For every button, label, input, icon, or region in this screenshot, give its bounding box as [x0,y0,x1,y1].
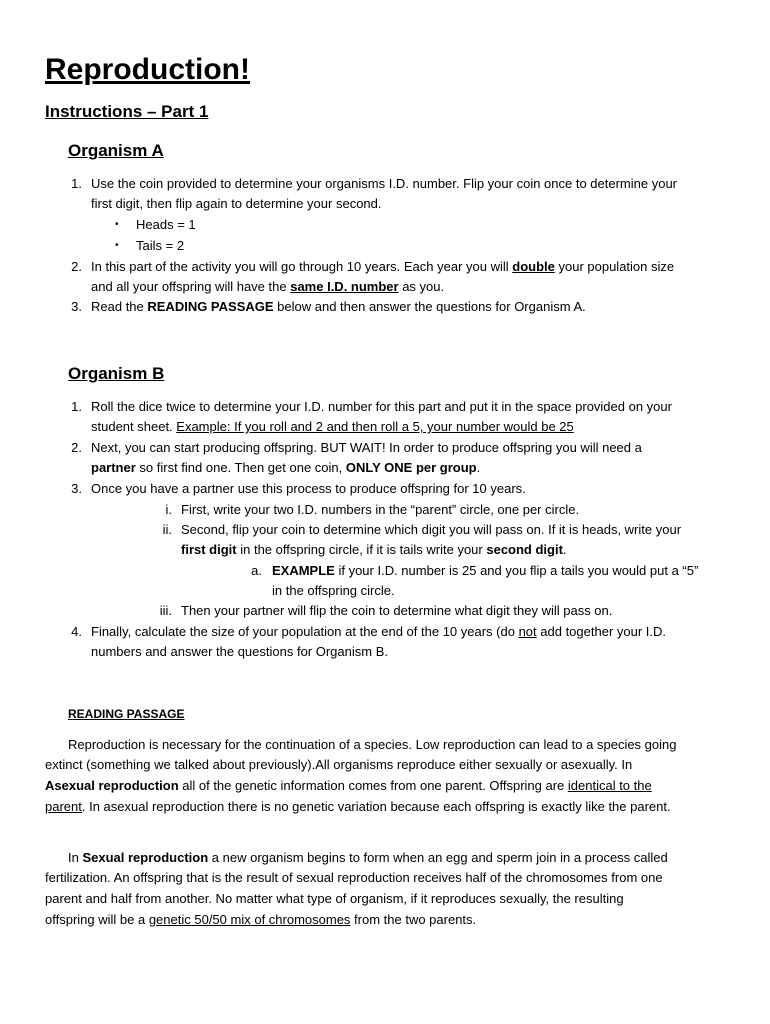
bullet-icon: • [115,219,119,230]
list-number: 3. [71,481,82,496]
paragraph-line: In Sexual reproduction a new organism begins to form when an egg and sperm join in a process called [68,850,668,865]
list-item-text: first digit, then flip again to determine your second. [91,196,382,211]
list-item-text: First, write your two I.D. numbers in the “parent” circle, one per circle. [181,502,580,517]
organism-a-heading: Organism A [68,141,164,160]
list-item-text: numbers and answer the questions for Organism B. [91,644,388,659]
paragraph-line: Reproduction is necessary for the continuation of a species. Low reproduction can lead to a species going [68,737,677,752]
paragraph-line: parent. In asexual reproduction there is no genetic variation because each offspring is exactly like the parent. [45,799,671,814]
paragraph-line: fertilization. An offspring that is the result of sexual reproduction receives half of the chromosomes from one [45,870,663,885]
list-item-text: EXAMPLE if your I.D. number is 25 and you flip a tails you would put a “5” [272,563,699,578]
list-number: 4. [71,624,82,639]
paragraph-line: Asexual reproduction all of the genetic information comes from one parent. Offspring are identical to the [45,778,652,793]
list-number: iii. [159,603,172,618]
list-item-text: Second, flip your coin to determine which digit you will pass on. If it is heads, write your [181,522,682,537]
list-item-text: Use the coin provided to determine your organisms I.D. number. Flip your coin once to determine your [91,176,678,191]
list-item-text: Read the READING PASSAGE below and then answer the questions for Organism A. [91,299,586,314]
list-item-text: student sheet. Example: If you roll and 2 and then roll a 5, your number would be 25 [91,419,574,434]
list-number: 3. [71,299,82,314]
list-item-text: Roll the dice twice to determine your I.D. number for this part and put it in the space provided on your [91,399,672,414]
list-number: ii. [162,522,172,537]
page-title: Reproduction! [45,53,250,86]
list-item-text: Then your partner will flip the coin to determine what digit they will pass on. [181,603,613,618]
list-number: 2. [71,440,82,455]
paragraph-line: extinct (something we talked about previously).All organisms reproduce either sexually or asexually. In [45,757,633,772]
list-item-text: In this part of the activity you will go through 10 years. Each year you will double your population size [91,259,675,274]
list-number: a. [251,563,262,578]
list-item-text: partner so first find one. Then get one coin, ONLY ONE per group. [91,460,481,475]
paragraph-line: offspring will be a genetic 50/50 mix of chromosomes from the two parents. [45,912,477,927]
reading-passage-heading: READING PASSAGE [68,707,185,721]
list-item-text: Heads = 1 [136,217,196,232]
list-item-text: first digit in the offspring circle, if it is tails write your second digit. [181,542,567,557]
instructions-heading: Instructions – Part 1 [45,102,209,121]
paragraph-line: parent and half from another. No matter what type of organism, if it reproduces sexually, the resulting [45,891,624,906]
list-number: 1. [71,399,82,414]
bullet-icon: • [115,240,119,251]
organism-b-heading: Organism B [68,364,165,383]
list-item-text: Once you have a partner use this process to produce offspring for 10 years. [91,481,526,496]
list-item-text: Finally, calculate the size of your population at the end of the 10 years (do not add together your I.D. [91,624,667,639]
list-item-text: and all your offspring will have the same I.D. number as you. [91,279,445,294]
list-item-text: Next, you can start producing offspring. BUT WAIT! In order to produce offspring you will need a [91,440,642,455]
list-item-text: Tails = 2 [136,238,185,253]
list-number: i. [165,502,172,517]
list-number: 1. [71,176,82,191]
list-item-text: in the offspring circle. [272,583,395,598]
list-number: 2. [71,259,82,274]
